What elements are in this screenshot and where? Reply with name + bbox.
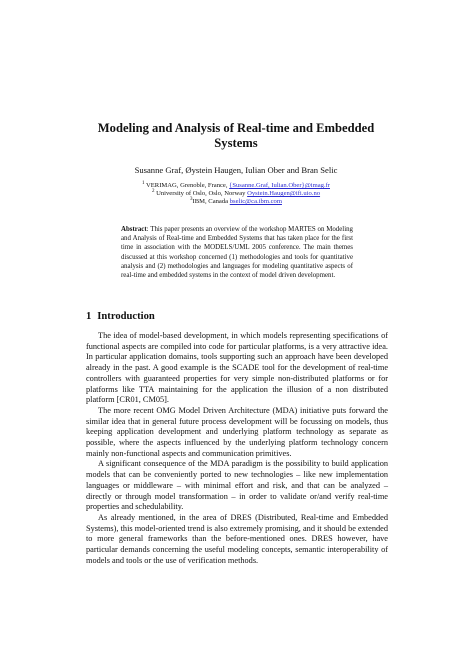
affiliation-email-link[interactable]: {Susanne.Graf, Iulian.Ober}@imag.fr [229,182,330,189]
affiliation-mark: 3 [190,196,193,202]
section-heading [86,311,155,322]
affiliation-text: IBM, Canada [192,198,230,205]
section-number: 1 [86,311,92,322]
body-paragraph: A significant consequence of the MDA paradigm is the possibility to build application models that can be conveniently ported to new technologies – like new implementation languages or middleware – with minimal effort and risk, and that can be analyzed – directly or through model transformation – in order to validate or/and verify real-time properties and schedulability. [86,459,388,512]
affiliation-text: VERIMAG, Grenoble, France, [146,182,230,189]
affiliation-mark: 1 [141,180,145,186]
affiliation-1 [86,182,386,190]
abstract [121,225,353,280]
body-paragraph: The more recent OMG Model Driven Architecture (MDA) initiative puts forward the similar idea that in general future process development will be focussing on models, thus keeping application development and underlying platform technology as separate as possible, where the aspects influenced by the underlying platform technology concern mainly non-functional aspects and communication primitives. [86,405,388,458]
affiliation-email-link[interactable]: Oystein.Haugen@ifi.uio.no [247,190,321,197]
body-paragraph: As already mentioned, in the area of DRES (Distributed, Real-time and Embedded Systems), this model-oriented trend is also extremely promising, and it should be extended to more general frameworks than the before-mentioned ones. DRES however, have particular demands concerning the useful modeling concepts, semantic interoperability of models and tools or the use of verification methods. [86,512,388,565]
paper-title: Modeling and Analysis of Real-time and Embedded Systems [97,121,375,150]
section-title: Introduction [97,311,155,322]
affiliation-mark: 2 [151,188,155,194]
affiliation-3 [86,198,386,206]
affiliation-2 [86,190,386,198]
author-list: Susanne Graf, Øystein Haugen, Iulian Ober and Bran Selic [134,165,338,175]
abstract-label: Abstract [121,226,147,233]
affiliation-text: University of Oslo, Oslo, Norway [156,190,248,197]
section-body [86,331,388,566]
body-paragraph: The idea of model-based development, in which models representing specifications of functional aspects are compiled into code for particular platforms, is a very attractive idea. In particular application domains, tools supporting such an approach have been developed already in the past. A good example is the SCADE tool for the development of real-time controllers with guaranteed properties for very simple non-distributed platforms or for platforms like TTA maintaining for the application the illusion of a non distributed platform [CR01, CM05]. [86,331,388,405]
abstract-text: : This paper presents an overview of the workshop MARTES on Modeling and Analysis of Real-time and Embedded Systems that has taken place for the first time in association with the MODELS/UML 2005 conference. The main themes discussed at this workshop concerned (1) methodologies and tools for quantitative analysis and (2) methodologies and languages for modeling quantitative aspects of real-time and embedded systems in the context of model driven development. [121,226,353,280]
affiliation-email-link[interactable]: bselic@ca.ibm.com [229,198,282,205]
